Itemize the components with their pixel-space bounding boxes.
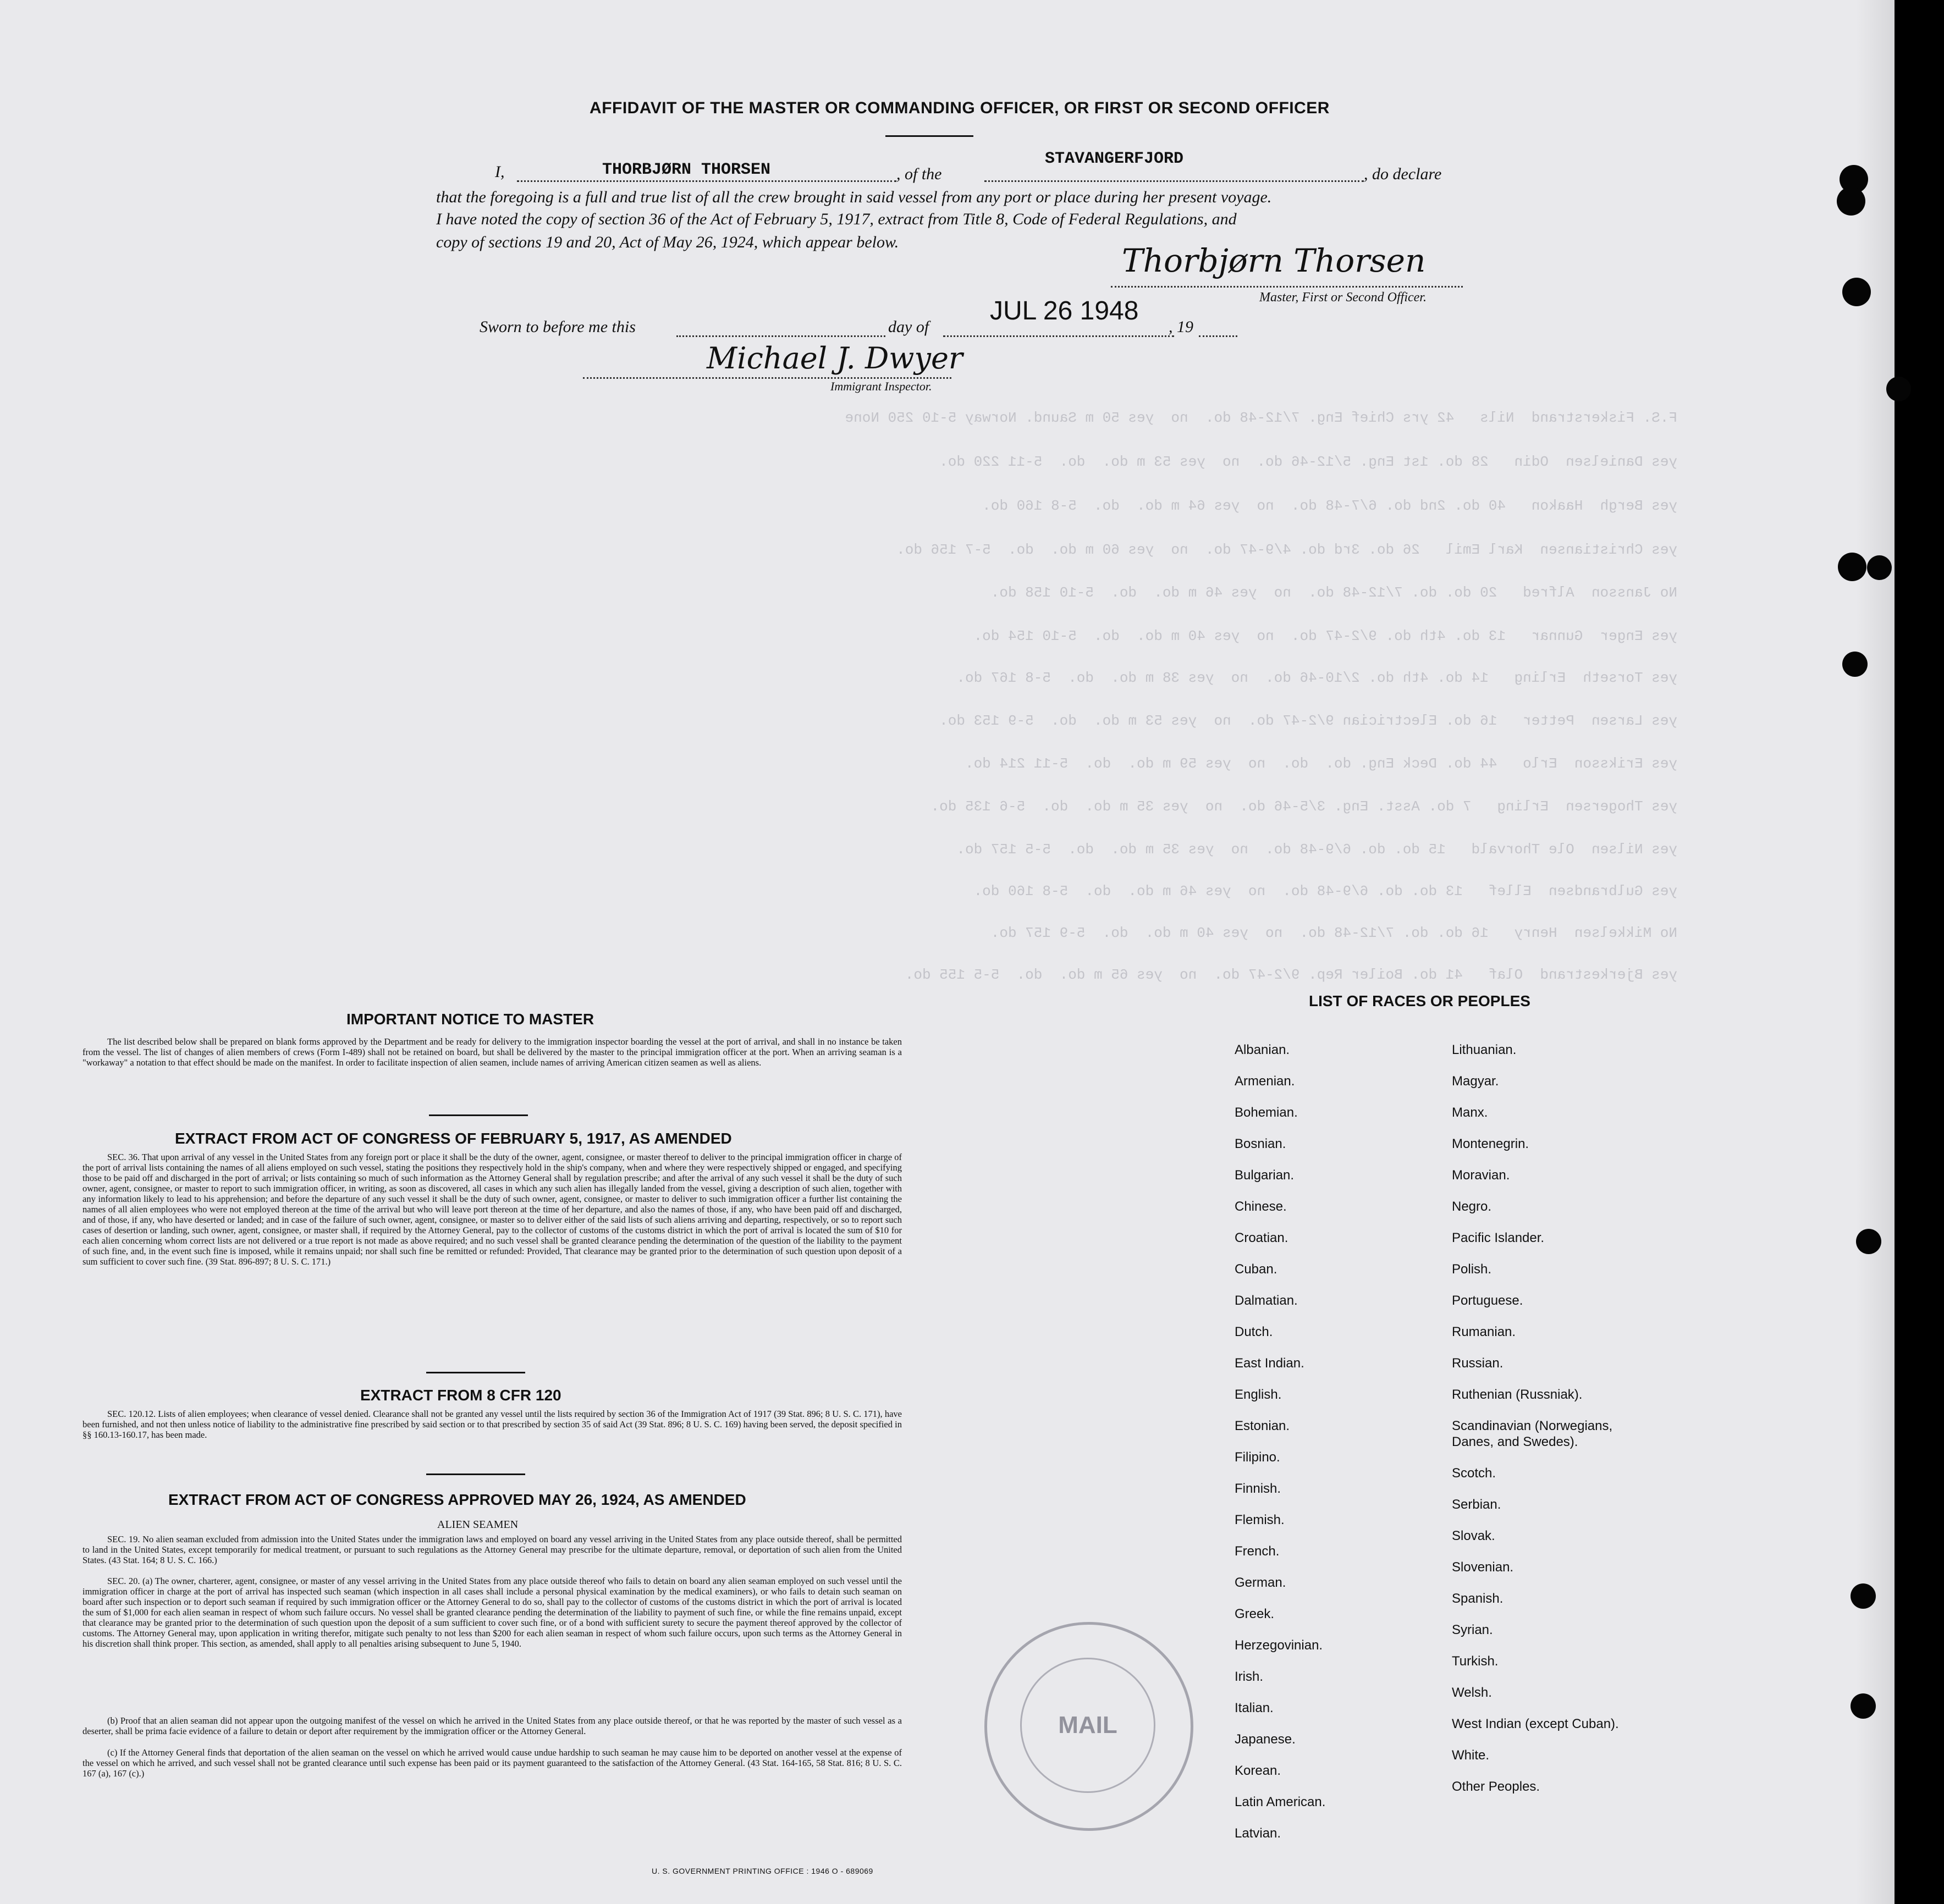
race-item: Pacific Islander. — [1452, 1230, 1545, 1245]
race-item: Croatian. — [1235, 1230, 1288, 1245]
bleed-row: No Jansson Alfred 20 do. do. 7/12-48 do. no yes 46 m do. do. 5-10 158 do. — [990, 584, 1677, 601]
race-item: Danes, and Swedes). — [1452, 1434, 1578, 1449]
master-label: Master, First or Second Officer. — [1259, 290, 1427, 305]
extract-1917-text: SEC. 36. That upon arrival of any vessel in the United States from any foreign port or place it shall be the duty of the owner, agent, consignee, or master thereof to deliver to the principal immigration officer in charge of the port of arrival lists containing the names of all aliens employed on such vessel, stating the positions they respectively hold in the ship's company, when and where they were respectively shipped or engaged, and specifying those to be paid off and discharged in the port of arrival; or lists containing so much of such information as the Attorney General shall by regulation prescribe; and after the arrival of any such vessel it shall be the duty of such owner, agent, consignee, or master to report to such immigration officer, in writing, as soon as discovered, all cases in which any such alien has illegally landed from the vessel, giving a description of such alien, together with any information likely to lead to his apprehension; and before the departure of any such vessel it shall be the duty of such owner, agent, consignee, or master to deliver to such immigration officer a further list containing the names of all alien employees who were not employed thereon at the time of the arrival but who will leave port thereon at the time of her departure, and also the names of those, if any, who have been paid off and discharged, and of those, if any, who have deserted or landed; and in case of the failure of such owner, agent, consignee, or master so to deliver either of the said lists of such aliens arriving and departing, respectively, or so to report such cases of desertion or landing, such owner, agent, consignee, or master shall, if required by the Attorney General, pay to the collector of customs of the customs district in which the port of arrival is located the sum of $10 for each alien concerning whom correct lists are not delivered or a true report is not made as above required; and no such vessel shall be granted clearance pending the determination of the question of the liability to the payment of such fine, and, in the event such fine is imposed, while it remains unpaid; nor shall such fine be remitted or refunded: Provided, That clearance may be granted prior to the determination of such question upon deposit of a sum sufficient to cover such fine. (39 Stat. 896-897; 8 U. S. C. 171.) — [82, 1152, 902, 1267]
bleed-row: yes Eriksson Erlo 44 do. Deck Eng. do. do. no yes 59 m do. do. 5-11 214 do. — [965, 755, 1677, 772]
punch-hole — [1842, 652, 1868, 677]
bleed-row: yes Enger Gunnar 13 do. 4th do. 9/2-47 do. no yes 40 m do. do. 5-10 154 do. — [973, 628, 1677, 644]
sworn-day-line — [676, 335, 885, 337]
sworn-month-line — [943, 335, 1174, 337]
race-item: Bulgarian. — [1235, 1168, 1295, 1183]
race-item: Armenian. — [1235, 1074, 1295, 1089]
notice-text: The list described below shall be prepared on blank forms approved by the Department and be ready for delivery to the immigration inspector boarding the vessel at the port of arrival, and shall in no instance be taken from the vessel. The list of changes of alien members of crews (Form I-489) shall not be retained on board, but shall be delivered by the master to the principal immigration officer at the port. When an arriving seaman is a "workaway" a notation to that effect should be made on the manifest. In order to facilitate inspection of alien seamen, include names of arriving American citizen seamen as well as aliens. — [82, 1036, 902, 1068]
printing-office-footer: U. S. GOVERNMENT PRINTING OFFICE : 1946 O - 689069 — [652, 1867, 873, 1875]
punch-hole — [1867, 555, 1892, 580]
extract-1917-divider — [426, 1372, 525, 1373]
bleed-row: yes Bjerkestrand Olaf 41 do. Boiler Rep. 9/2-47 do. no yes 65 m do. do. 5-5 155 do. — [905, 967, 1677, 983]
race-item: Korean. — [1235, 1763, 1281, 1778]
race-item: French. — [1235, 1544, 1280, 1559]
punch-hole — [1851, 1583, 1876, 1609]
race-item: Cuban. — [1235, 1262, 1277, 1277]
bleed-row: F.S. Fiskerstrand Nils 42 yrs Chief Eng. 7/12-48 do. no yes 50 m Saund. Norway 5-10 250 None — [845, 410, 1677, 426]
year-line — [1199, 335, 1237, 337]
race-item: Latvian. — [1235, 1826, 1281, 1841]
race-item: Montenegrin. — [1452, 1136, 1529, 1151]
race-item: Turkish. — [1452, 1654, 1499, 1669]
affidavit-title: AFFIDAVIT OF THE MASTER OR COMMANDING OFFICER, OR FIRST OR SECOND OFFICER — [590, 99, 1330, 117]
alien-seamen-subheading: ALIEN SEAMEN — [437, 1519, 519, 1531]
race-item: Slovak. — [1452, 1528, 1495, 1543]
race-item: Polish. — [1452, 1262, 1492, 1277]
race-item: Dutch. — [1235, 1324, 1273, 1339]
stamp-text: MAIL — [1020, 1658, 1155, 1793]
bleed-row: yes Gulbrandsen Ellef 13 do. do. 6/9-48 do. no yes 46 m do. do. 5-8 160 do. — [973, 883, 1677, 899]
master-signature: Thorbjørn Thorsen — [1122, 242, 1426, 279]
race-item: Magyar. — [1452, 1074, 1499, 1089]
extract-cfr-text: SEC. 120.12. Lists of alien employees; when clearance of vessel denied. Clearance shall not be granted any vessel until the lists required by section 36 of the Immigration Act of 1917 (39 Stat. 896; 8 U. S. C. 171), have been furnished, and not then unless notice of liability to the administrative fine prescribed by said section or to that prescribed by section 35 of said Act (39 Stat. 896; 8 U. S. C. 169) having been served, the deposit specified in §§ 160.13-160.17, has been made. — [82, 1409, 902, 1440]
race-item: Dalmatian. — [1235, 1293, 1298, 1308]
vessel-name: STAVANGERFJORD — [1045, 150, 1184, 168]
bleed-row: yes Thogersen Erling 7 do. Asst. Eng. 3/5-46 do. no yes 35 m do. do. 5-6 135 do. — [930, 798, 1677, 815]
race-item: Lithuanian. — [1452, 1042, 1517, 1057]
race-item: White. — [1452, 1748, 1490, 1763]
date-stamp: JUL 26 1948 — [990, 296, 1139, 325]
punch-hole — [1838, 553, 1866, 581]
race-item: Flemish. — [1235, 1513, 1285, 1527]
race-item: Scandinavian (Norwegians, — [1452, 1419, 1613, 1433]
notice-heading: IMPORTANT NOTICE TO MASTER — [346, 1011, 594, 1028]
punch-hole — [1886, 377, 1911, 401]
punch-hole — [1842, 278, 1871, 306]
extract-1924-sec20c: (c) If the Attorney General finds that deportation of the alien seaman on the vessel on which he arrived would cause undue hardship to such seaman he may cause him to be deported on another vessel at the expense of the vessel on which he arrived, and such vessel shall not be granted clearance until such expense has been paid or its payment guaranteed to the satisfaction of the Attorney General. (43 Stat. 164-165, 58 Stat. 816; 8 U. S. C. 167 (a), 167 (c).) — [82, 1747, 902, 1779]
bleed-row: yes Christiansen Karl Emil 26 do. 3rd do. 4/9-47 do. no yes 60 m do. do. 5-7 156 do. — [896, 542, 1677, 558]
of-the-label: , of the — [896, 165, 942, 183]
race-item: West Indian (except Cuban). — [1452, 1717, 1619, 1731]
race-item: Bosnian. — [1235, 1136, 1286, 1151]
race-item: Ruthenian (Russniak). — [1452, 1387, 1583, 1402]
race-item: Manx. — [1452, 1105, 1488, 1120]
officer-name: THORBJØRN THORSEN — [602, 161, 771, 179]
race-item: Moravian. — [1452, 1168, 1510, 1183]
race-item: Bohemian. — [1235, 1105, 1298, 1120]
race-item: East Indian. — [1235, 1356, 1304, 1371]
race-item: Welsh. — [1452, 1685, 1492, 1700]
i-label: I, — [495, 163, 505, 181]
race-item: Serbian. — [1452, 1497, 1501, 1512]
name-field-line — [517, 180, 896, 182]
extract-1924-sec20b: (b) Proof that an alien seaman did not appear upon the outgoing manifest of the vessel on which he arrived in the United States from any place outside thereof, or that he was reported by the master of such vessel as a deserter, shall be prima facie evidence of a failure to detain or deport after requirement by the immigration officer or the Attorney General. — [82, 1715, 902, 1736]
punch-hole — [1856, 1229, 1881, 1254]
race-item: Filipino. — [1235, 1450, 1280, 1465]
day-of-label: day of — [888, 318, 929, 336]
vessel-field-line — [984, 180, 1364, 182]
extract-1924-heading: EXTRACT FROM ACT OF CONGRESS APPROVED MAY 26, 1924, AS AMENDED — [168, 1491, 746, 1508]
bleed-row: yes Larsen Petter 16 do. Electrician 9/2-47 do. no yes 53 m do. do. 5-9 153 do. — [939, 713, 1677, 729]
race-item: Other Peoples. — [1452, 1779, 1540, 1794]
race-item: Latin American. — [1235, 1795, 1326, 1809]
race-item: Rumanian. — [1452, 1324, 1516, 1339]
title-underline — [885, 135, 973, 137]
bleed-row: yes Bergh Haakon 40 do. 2nd do. 6/7-48 do. no yes 64 m do. do. 5-8 160 do. — [982, 498, 1677, 514]
race-item: Syrian. — [1452, 1622, 1493, 1637]
extract-cfr-divider — [426, 1473, 525, 1475]
inspector-label: Immigrant Inspector. — [830, 379, 932, 393]
declaration-line-2: that the foregoing is a full and true list of all the crew brought in said vessel from any port or place during her present voyage. — [436, 188, 1272, 206]
race-item: English. — [1235, 1387, 1282, 1402]
race-item: Slovenian. — [1452, 1560, 1514, 1575]
race-item: Irish. — [1235, 1669, 1264, 1684]
race-item: Herzegovinian. — [1235, 1638, 1323, 1653]
race-item: Scotch. — [1452, 1466, 1496, 1481]
extract-1924-sec20a: SEC. 20. (a) The owner, charterer, agent, consignee, or master of any vessel arriving in the United States from any place outside thereof who fails to detain on board any alien seaman employed on such vessel until the immigration officer in charge at the port of arrival has inspected such seaman (which inspection in all cases shall include a personal physical examination by the medical examiners), or who fails to detain such seaman on board after such inspection or to deport such seaman if required by such immigration officer or the Attorney General to do so, shall pay to the collector of customs of the customs district in which the port of arrival is located the sum of $1,000 for each alien seaman in respect of whom such failure occurs. No vessel shall be granted clearance pending the determination of the liability to payment of such fine, or while the fine remains unpaid, except that clearance may be granted prior to the determination of such question upon the deposit of a sum sufficient to cover such fine, or of a bond with sufficient surety to secure the payment thereof approved by the collector of customs. The Attorney General may, upon application in writing therefor, mitigate such penalty to not less than $200 for each alien seaman in respect of whom such failure occurs, upon such terms as the Attorney General in his discretion shall think proper. This section, as amended, shall apply to all penalties arising subsequent to June 5, 1940. — [82, 1576, 902, 1649]
extract-cfr-heading: EXTRACT FROM 8 CFR 120 — [360, 1387, 561, 1404]
race-item: Estonian. — [1235, 1419, 1290, 1433]
inspector-signature: Michael J. Dwyer — [707, 341, 963, 376]
race-item: Portuguese. — [1452, 1293, 1523, 1308]
race-item: Japanese. — [1235, 1732, 1296, 1747]
received-stamp — [984, 1622, 1193, 1831]
race-item: Finnish. — [1235, 1481, 1281, 1496]
race-item: Russian. — [1452, 1356, 1504, 1371]
declaration-line-3: I have noted the copy of section 36 of the Act of February 5, 1917, extract from Title 8, Code of Federal Regulations, and — [436, 210, 1237, 228]
race-item: Negro. — [1452, 1199, 1492, 1214]
sworn-label: Sworn to before me this — [480, 318, 636, 336]
extract-1917-heading: EXTRACT FROM ACT OF CONGRESS OF FEBRUARY 5, 1917, AS AMENDED — [175, 1130, 732, 1147]
do-declare-label: , do declare — [1364, 165, 1442, 183]
race-item: Spanish. — [1452, 1591, 1504, 1606]
inspector-signature-line — [583, 377, 951, 379]
race-item: German. — [1235, 1575, 1286, 1590]
year-label: , 19 — [1169, 318, 1193, 336]
race-item: Italian. — [1235, 1701, 1274, 1715]
bleed-row: yes Nilsen Ole Thorvald 15 do. do. 6/9-48 do. no yes 35 m do. do. 5-5 157 do. — [956, 841, 1677, 858]
bleed-row: yes Torseth Erling 14 do. 4th do. 2/10-46 do. no yes 38 m do. do. 5-8 167 do. — [956, 670, 1677, 686]
bleed-row: yes Danielsen Odin 28 do. 1st Eng. 5/12-46 do. no yes 53 m do. do. 5-11 220 do. — [939, 454, 1677, 470]
notice-divider — [429, 1114, 528, 1116]
extract-1924-sec19: SEC. 19. No alien seaman excluded from admission into the United States under the immigration laws and employed on board any vessel arriving in the United States from any place outside thereof, shall be permitted to land in the United States, except temporarily for medical treatment, or pursuant to such regulations as the Attorney General may prescribe for the ultimate departure, removal, or deportation of such alien from the United States. (43 Stat. 164; 8 U. S. C. 166.) — [82, 1534, 902, 1565]
declaration-line-4: copy of sections 19 and 20, Act of May 26, 1924, which appear below. — [436, 233, 899, 251]
race-item: Greek. — [1235, 1607, 1275, 1621]
races-heading: LIST OF RACES OR PEOPLES — [1309, 992, 1530, 1009]
race-item: Albanian. — [1235, 1042, 1290, 1057]
race-item: Chinese. — [1235, 1199, 1287, 1214]
punch-hole — [1837, 187, 1865, 216]
master-signature-line — [1111, 286, 1463, 288]
punch-hole — [1851, 1693, 1876, 1719]
bleed-row: No Mikkelsen Henry 16 do. do. 7/12-48 do. no yes 40 m do. do. 5-9 157 do. — [990, 925, 1677, 941]
